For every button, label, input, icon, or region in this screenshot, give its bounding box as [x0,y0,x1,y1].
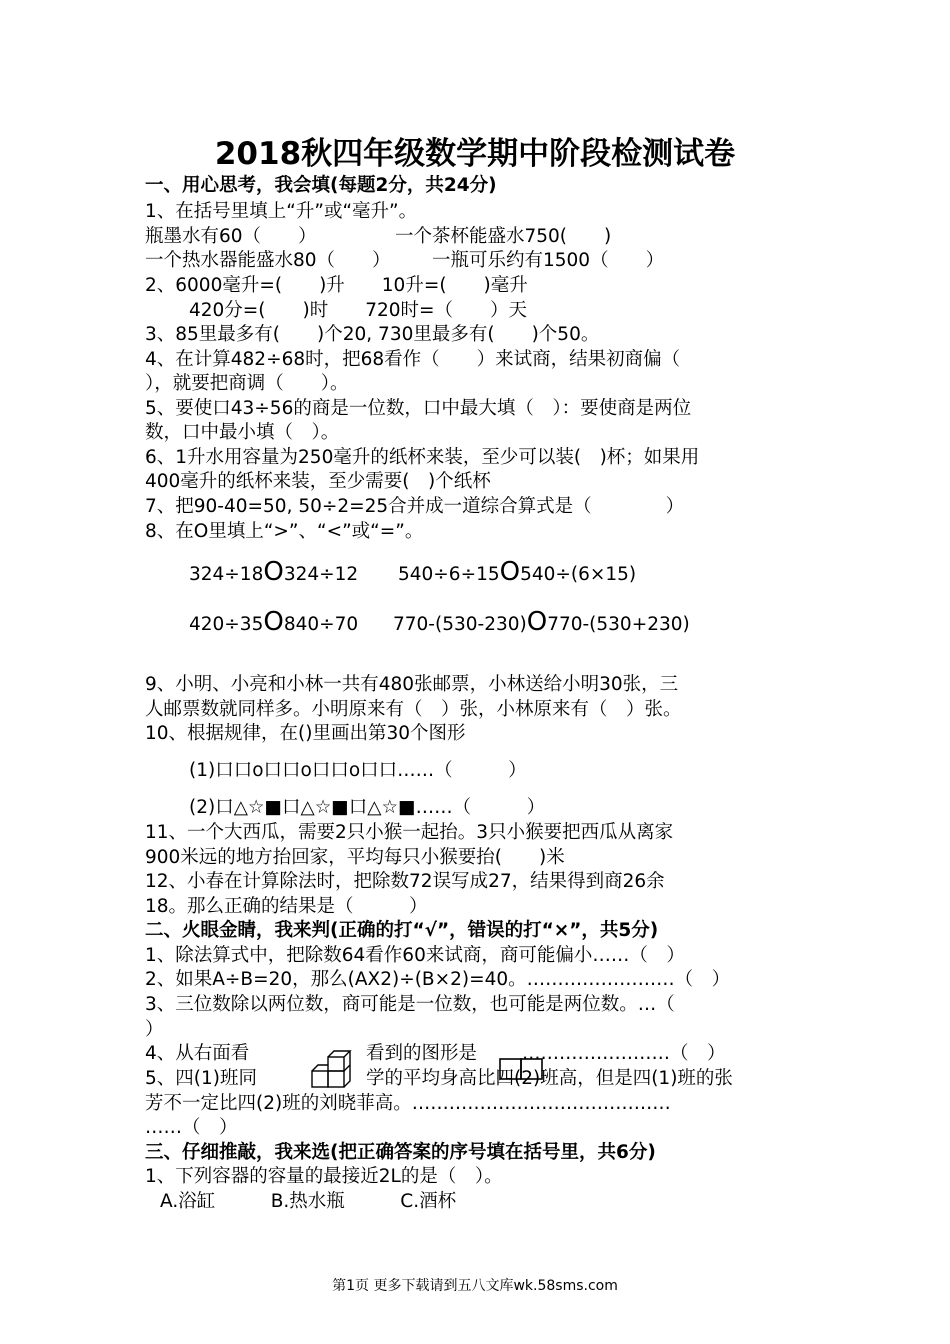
q8-r2-b: 840÷70 [283,614,359,635]
q12-line-1: 12、小春在计算除法时，把除数72误写成27，结果得到商26余 [145,871,665,892]
q10-pattern-1: (1)口口o口口o口口o口口……（ ） [189,760,527,781]
q8-row-2-right [393,607,690,637]
section-3-header: 三、仔细推敲，我来选(把正确答案的序号填在括号里，共6分) [145,1142,656,1163]
q8-row-2-left [189,607,359,637]
q2-line-1: 2、6000毫升=( )升 10升=( )毫升 [145,275,528,296]
cube-stack-icon [306,1049,352,1093]
section-1-header: 一、用心思考，我会填(每题2分，共24分) [145,175,497,196]
q8-r2-a: 420÷35 [189,614,264,635]
q8-r2-c: 770-(530-230) [393,614,527,635]
q4-line-1: 4、在计算482÷68时，把68看作（ ）来试商，结果初商偏（ [145,349,681,370]
q4-line-2: ），就要把商调（ ）。 [145,373,349,394]
q1-item-a: 瓶墨水有60（ ） [145,226,317,247]
judge-q4-c: ……………………（ ） [522,1043,726,1064]
q8-row-1-right [398,557,637,587]
q8-r1-d: 540÷(6×15) [520,564,637,585]
q8-r2-d: 770-(530+230) [547,614,690,635]
q11-line-1: 11、一个大西瓜，需要2只小猴一起抬。3只小猴要把西瓜从离家 [145,822,674,843]
judge-q1: 1、除法算式中，把除数64看作60来试商，商可能偏小……（ ） [145,945,685,966]
judge-q5-line-3: ……（ ） [145,1117,238,1138]
q1-item-d: 一瓶可乐约有1500（ ） [432,250,665,271]
q9-line-2: 人邮票数就同样多。小明原来有（ ）张，小林原来有（ ）张。 [145,699,682,720]
judge-q3-line-2: ） [145,1019,164,1040]
compare-circle: O [526,607,548,637]
q8-r1-b: 324÷12 [283,564,359,585]
page-title: 2018秋四年级数学期中阶段检测试卷 [214,136,736,172]
q8-row-1-left [189,557,359,587]
q5-line-1: 5、要使口43÷56的商是一位数，口中最大填（ ）：要使商是两位 [145,398,692,419]
compare-circle: O [263,557,284,587]
q8-r1-a: 324÷18 [189,564,264,585]
q8-stem: 8、在O里填上“>”、“<”或“=”。 [145,521,424,542]
judge-q3-line-1: 3、三位数除以两位数，商可能是一位数，也可能是两位数。…（ [145,994,675,1015]
section-2-header: 二、火眼金睛，我来判(正确的打“√”，错误的打“×”，共5分) [145,920,659,941]
judge-q5-line-2: 芳不一定比四(2)班的刘晓菲高。…………………………………… [145,1093,671,1114]
q9-line-1: 9、小明、小亮和小林一共有480张邮票，小林送给小明30张，三 [145,674,679,695]
compare-circle: O [499,557,521,587]
q2-line-2: 420分=( )时 720时=（ ）天 [189,300,528,321]
q10-pattern-2: (2)口△☆■口△☆■口△☆■……（ ） [189,797,546,818]
q11-line-2: 900米远的地方抬回家，平均每只小猴要抬( )米 [145,847,565,868]
q10-stem: 10、根据规律，在()里画出第30个图形 [145,723,466,744]
judge-q5-b: 学的平均身高比四(2)班高，但是四(1)班的张 [366,1068,733,1089]
judge-q4-a: 4、从右面看 [145,1043,250,1064]
q1-item-b: 一个茶杯能盛水750( ) [395,226,612,247]
q1-item-c: 一个热水器能盛水80（ ） [145,250,391,271]
judge-q5-a: 5、四(1)班同 [145,1068,257,1089]
compare-circle: O [263,607,284,637]
q5-line-2: 数，口中最小填（ ）。 [145,422,340,443]
q3: 3、85里最多有( )个20, 730里最多有( )个50。 [145,324,600,345]
q6-line-2: 400毫升的纸杯来装，至少需要( )个纸杯 [145,471,491,492]
judge-q4-b: 看到的图形是 [366,1043,478,1064]
q8-r1-c: 540÷6÷15 [398,564,500,585]
q1-stem: 1、在括号里填上“升”或“毫升”。 [145,201,418,222]
choice-q1: 1、下列容器的容量的最接近2L的是（ ）。 [145,1166,503,1187]
judge-q2: 2、如果A÷B=20，那么(AX2)÷(B×2)=40。……………………（ ） [145,969,731,990]
page-footer: 第1页 更多下载请到五八文库wk.58sms.com [332,1278,618,1294]
q12-line-2: 18。那么正确的结果是（ ） [145,896,428,917]
q7: 7、把90-40=50, 50÷2=25合并成一道综合算式是（ ） [145,496,685,517]
choice-q1-options: A.浴缸 B.热水瓶 C.酒杯 [160,1191,457,1212]
q6-line-1: 6、1升水用容量为250毫升的纸杯来装，至少可以装( )杯；如果用 [145,447,700,468]
